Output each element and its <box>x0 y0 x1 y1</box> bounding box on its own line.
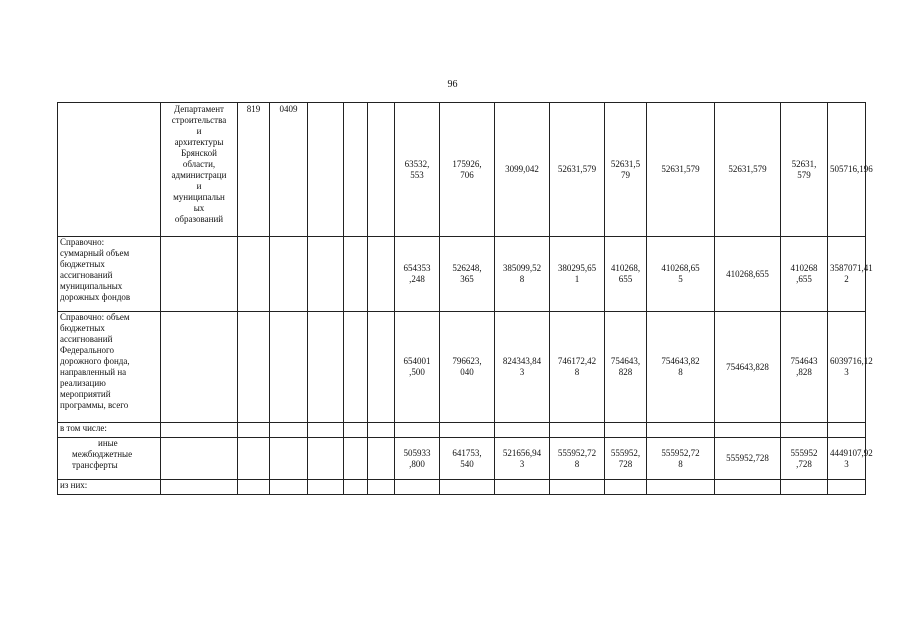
value-cell: 555952,72 8 <box>550 438 605 480</box>
value-cell: 555952 ,728 <box>781 438 828 480</box>
empty-cell <box>495 480 550 495</box>
value-cell: 3587071,41 2 <box>828 237 866 312</box>
empty-cell <box>308 312 344 423</box>
empty-cell <box>440 480 495 495</box>
empty-cell <box>395 423 440 438</box>
empty-cell <box>308 103 344 237</box>
value-cell: 6039716,12 3 <box>828 312 866 423</box>
empty-cell <box>828 480 866 495</box>
empty-cell <box>550 480 605 495</box>
value-cell: 175926, 706 <box>440 103 495 237</box>
empty-cell <box>344 438 368 480</box>
empty-cell <box>308 438 344 480</box>
value-cell: 380295,65 1 <box>550 237 605 312</box>
code-cell: 0409 <box>270 103 308 237</box>
department-cell: Департамент строительства и архитектуры Брянской области, администраци и муниципальн ых образований <box>161 103 238 237</box>
value-cell: 52631,579 <box>715 103 781 237</box>
value-cell: 555952, 728 <box>605 438 647 480</box>
empty-cell <box>605 423 647 438</box>
value-cell: 505716,196 <box>828 103 866 237</box>
value-cell: 410268, 655 <box>605 237 647 312</box>
empty-cell <box>647 480 715 495</box>
empty-cell <box>550 423 605 438</box>
value-cell: 526248, 365 <box>440 237 495 312</box>
empty-cell <box>368 103 395 237</box>
value-cell: 52631,5 79 <box>605 103 647 237</box>
table-row <box>58 237 866 312</box>
value-cell: 654001 ,500 <box>395 312 440 423</box>
empty-cell <box>161 423 238 438</box>
empty-cell <box>161 480 238 495</box>
empty-cell <box>368 312 395 423</box>
empty-cell <box>647 423 715 438</box>
empty-cell <box>238 237 270 312</box>
empty-cell <box>308 480 344 495</box>
empty-cell <box>781 423 828 438</box>
budget-table <box>57 102 873 495</box>
empty-cell <box>344 237 368 312</box>
value-cell: 52631, 579 <box>781 103 828 237</box>
empty-cell <box>270 438 308 480</box>
empty-cell <box>368 480 395 495</box>
row-label-cell: иные межбюджетные трансферты <box>58 438 161 480</box>
empty-cell <box>161 312 238 423</box>
table-row <box>58 103 866 237</box>
empty-cell <box>270 480 308 495</box>
empty-cell <box>495 423 550 438</box>
value-cell: 654353 ,248 <box>395 237 440 312</box>
value-cell: 754643, 828 <box>605 312 647 423</box>
empty-cell <box>238 312 270 423</box>
value-cell: 63532, 553 <box>395 103 440 237</box>
empty-cell <box>715 480 781 495</box>
value-cell: 555952,72 8 <box>647 438 715 480</box>
value-cell: 754643,828 <box>715 312 781 423</box>
empty-cell <box>344 480 368 495</box>
empty-cell <box>308 423 344 438</box>
empty-cell <box>161 438 238 480</box>
code-cell: 819 <box>238 103 270 237</box>
empty-cell <box>368 438 395 480</box>
empty-cell <box>368 423 395 438</box>
value-cell: 641753, 540 <box>440 438 495 480</box>
table-row <box>58 312 866 423</box>
empty-cell <box>715 423 781 438</box>
row-label-cell: в том числе: <box>58 423 161 438</box>
value-cell: 3099,042 <box>495 103 550 237</box>
value-cell: 521656,94 3 <box>495 438 550 480</box>
empty-cell <box>828 423 866 438</box>
empty-cell <box>238 480 270 495</box>
empty-cell <box>344 103 368 237</box>
empty-cell <box>781 480 828 495</box>
empty-cell <box>270 312 308 423</box>
value-cell: 505933 ,800 <box>395 438 440 480</box>
empty-cell <box>395 480 440 495</box>
value-cell: 410268,65 5 <box>647 237 715 312</box>
row-label-cell <box>58 103 161 237</box>
value-cell: 52631,579 <box>550 103 605 237</box>
empty-cell <box>270 237 308 312</box>
row-label-cell: из них: <box>58 480 161 495</box>
empty-cell <box>161 237 238 312</box>
empty-cell <box>605 480 647 495</box>
empty-cell <box>440 423 495 438</box>
value-cell: 4449107,92 3 <box>828 438 866 480</box>
value-cell: 754643,82 8 <box>647 312 715 423</box>
empty-cell <box>368 237 395 312</box>
value-cell: 796623, 040 <box>440 312 495 423</box>
empty-cell <box>238 423 270 438</box>
table-row <box>58 438 866 480</box>
value-cell: 410268 ,655 <box>781 237 828 312</box>
value-cell: 754643 ,828 <box>781 312 828 423</box>
value-cell: 555952,728 <box>715 438 781 480</box>
table-row <box>58 480 866 495</box>
table-row <box>58 423 866 438</box>
value-cell: 746172,42 8 <box>550 312 605 423</box>
empty-cell <box>308 237 344 312</box>
page-number: 96 <box>447 79 458 90</box>
empty-cell <box>344 423 368 438</box>
value-cell: 385099,52 8 <box>495 237 550 312</box>
value-cell: 52631,579 <box>647 103 715 237</box>
empty-cell <box>344 312 368 423</box>
row-label-cell: Справочно: объем бюджетных ассигнований Федерального дорожного фонда, направленный на реализацию мероприятий программы, всего <box>58 312 161 423</box>
empty-cell <box>270 423 308 438</box>
value-cell: 824343,84 3 <box>495 312 550 423</box>
value-cell: 410268,655 <box>715 237 781 312</box>
row-label-cell: Справочно: суммарный объем бюджетных ассигнований муниципальных дорожных фондов <box>58 237 161 312</box>
empty-cell <box>238 438 270 480</box>
